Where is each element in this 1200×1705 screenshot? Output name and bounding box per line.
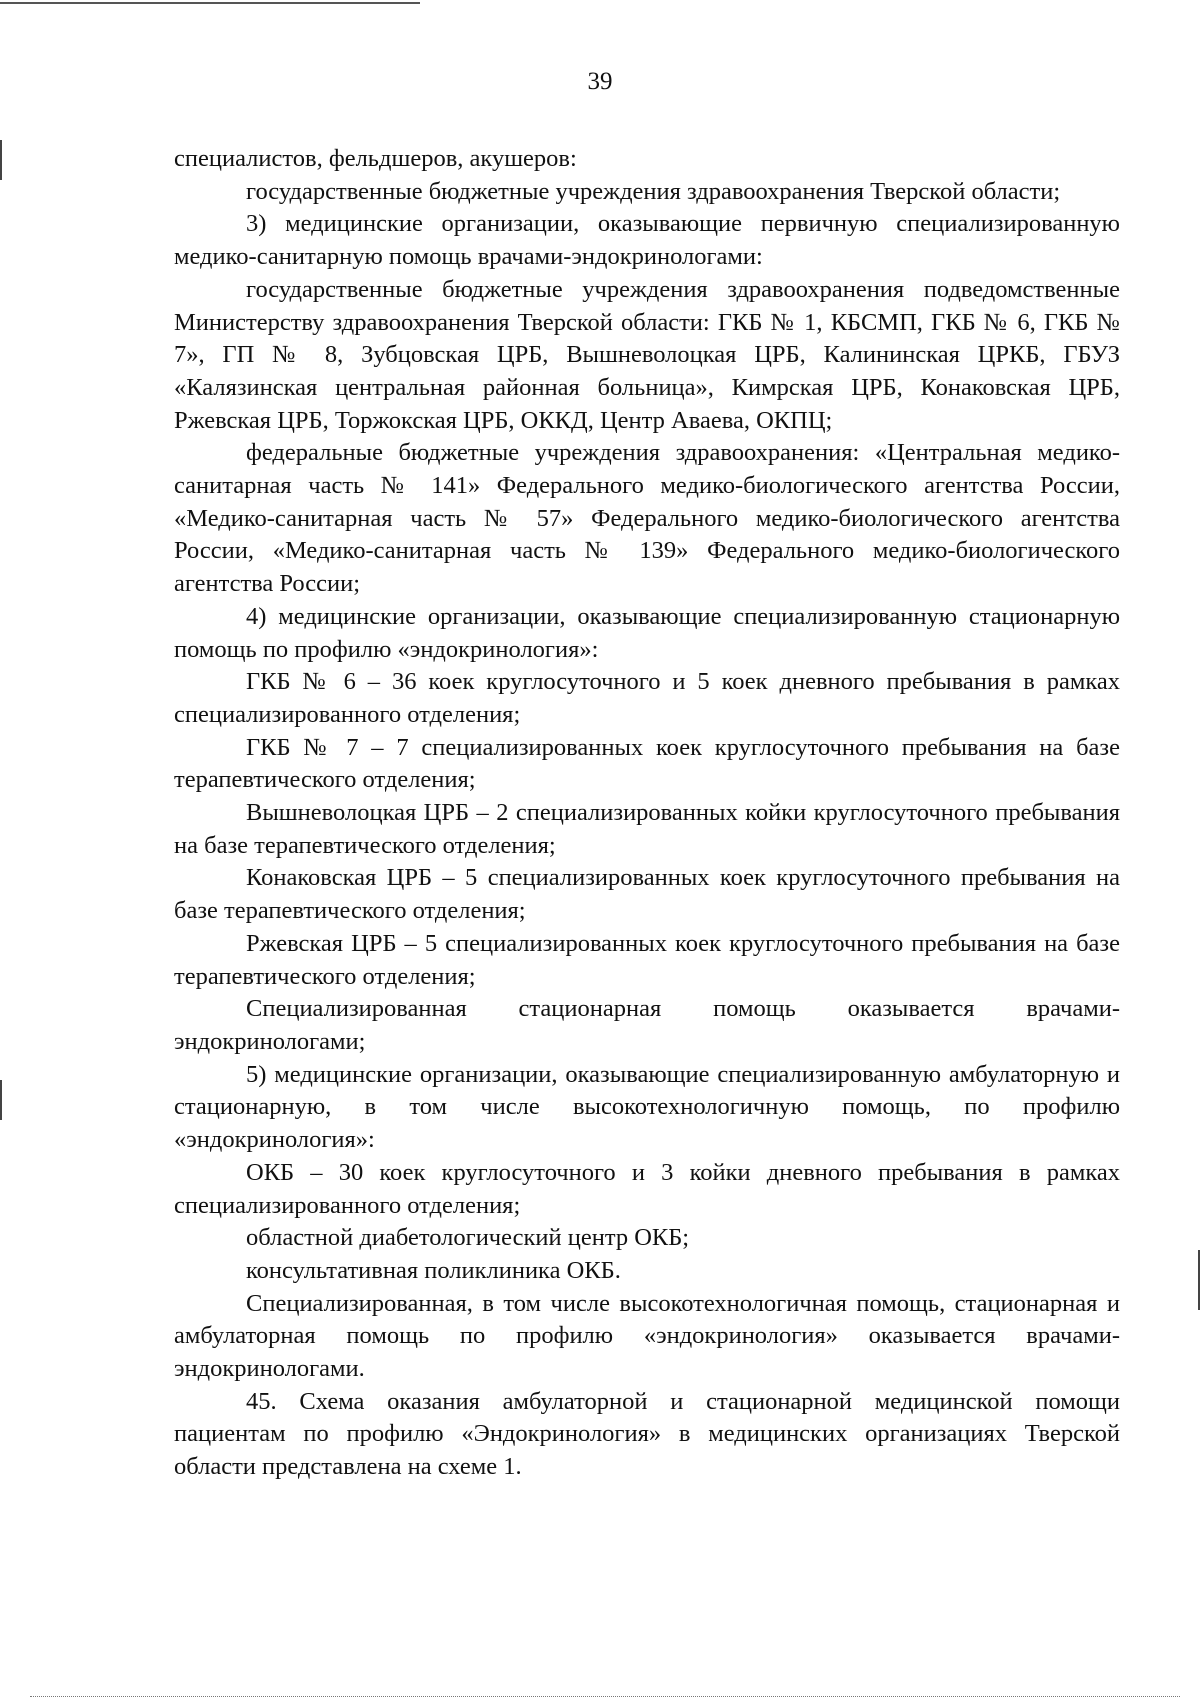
paragraph: Ржевская ЦРБ – 5 специализированных коек круглосуточного пребывания на базе терапевтического отделения;: [174, 929, 1120, 990]
document-body: [174, 143, 1120, 1484]
paragraph: Конаковская ЦРБ – 5 специализированных коек круглосуточного пребывания на базе терапевтического отделения;: [174, 864, 1120, 925]
paragraph: Специализированная, в том числе высокотехнологичная помощь, стационарная и амбулаторная помощь по профилю «эндокринология» оказывается врачами-эндокринологами.: [174, 1289, 1120, 1383]
paragraph: ОКБ – 30 коек круглосуточного и 3 койки дневного пребывания в рамках специализированного отделения;: [174, 1158, 1120, 1219]
paragraph: Вышневолоцкая ЦРБ – 2 специализированных койки круглосуточного пребывания на базе терапевтического отделения;: [174, 799, 1120, 859]
page-number: 39: [587, 68, 613, 95]
paragraph: 5) медицинские организации, оказывающие специализированную амбулаторную и стационарную, в том числе высокотехнологичную помощь, по профилю «эндокринология»:: [174, 1060, 1120, 1154]
paragraph: ГКБ № 6 – 36 коек круглосуточного и 5 коек дневного пребывания в рамках специализированного отделения;: [174, 668, 1120, 728]
scan-bottom-rule: [30, 1696, 1180, 1697]
scan-edge-mark: [0, 140, 2, 180]
paragraph: государственные бюджетные учреждения здравоохранения Тверской области;: [246, 177, 1061, 205]
paragraph: федеральные бюджетные учреждения здравоохранения: «Центральная медико-санитарная часть № 141» Федерального медико-биологического агентства России, «Медико-санитарная часть № 57» Федерального медико-биологического агентства России, «Медико-санитарная часть № 139» Федерального медико-биологического агентства России;: [174, 439, 1120, 598]
paragraph: областной диабетологический центр ОКБ;: [246, 1224, 690, 1252]
paragraph: Специализированная стационарная помощь оказывается врачами-эндокринологами;: [174, 995, 1120, 1055]
paragraph: специалистов, фельдшеров, акушеров:: [174, 145, 577, 172]
scan-top-rule: [0, 2, 420, 4]
paragraph: ГКБ № 7 – 7 специализированных коек круглосуточного пребывания на базе терапевтического отделения;: [174, 733, 1120, 794]
scan-edge-mark: [0, 1080, 2, 1120]
paragraph: 4) медицинские организации, оказывающие специализированную стационарную помощь по профилю «эндокринология»:: [174, 602, 1120, 663]
paragraph: 45. Схема оказания амбулаторной и стационарной медицинской помощи пациентам по профилю «Эндокринология» в медицинских организациях Тверской области представлена на схеме 1.: [174, 1387, 1120, 1481]
paragraph: 3) медицинские организации, оказывающие первичную специализированную медико-санитарную помощь врачами-эндокринологами:: [174, 210, 1120, 271]
paragraph: консультативная поликлиника ОКБ.: [246, 1256, 621, 1284]
paragraph: государственные бюджетные учреждения здравоохранения подведомственные Министерству здравоохранения Тверской области: ГКБ № 1, КБСМП, ГКБ № 6, ГКБ № 7», ГП № 8, Зубцовская ЦРБ, Вышневолоцкая ЦРБ, Калининская ЦРКБ, ГБУЗ «Калязинская центральная районная больница», Кимрская ЦРБ, Конаковская ЦРБ, Ржевская ЦРБ, Торжокская ЦРБ, ОККД, Центр Аваева, ОКПЦ;: [174, 275, 1120, 434]
